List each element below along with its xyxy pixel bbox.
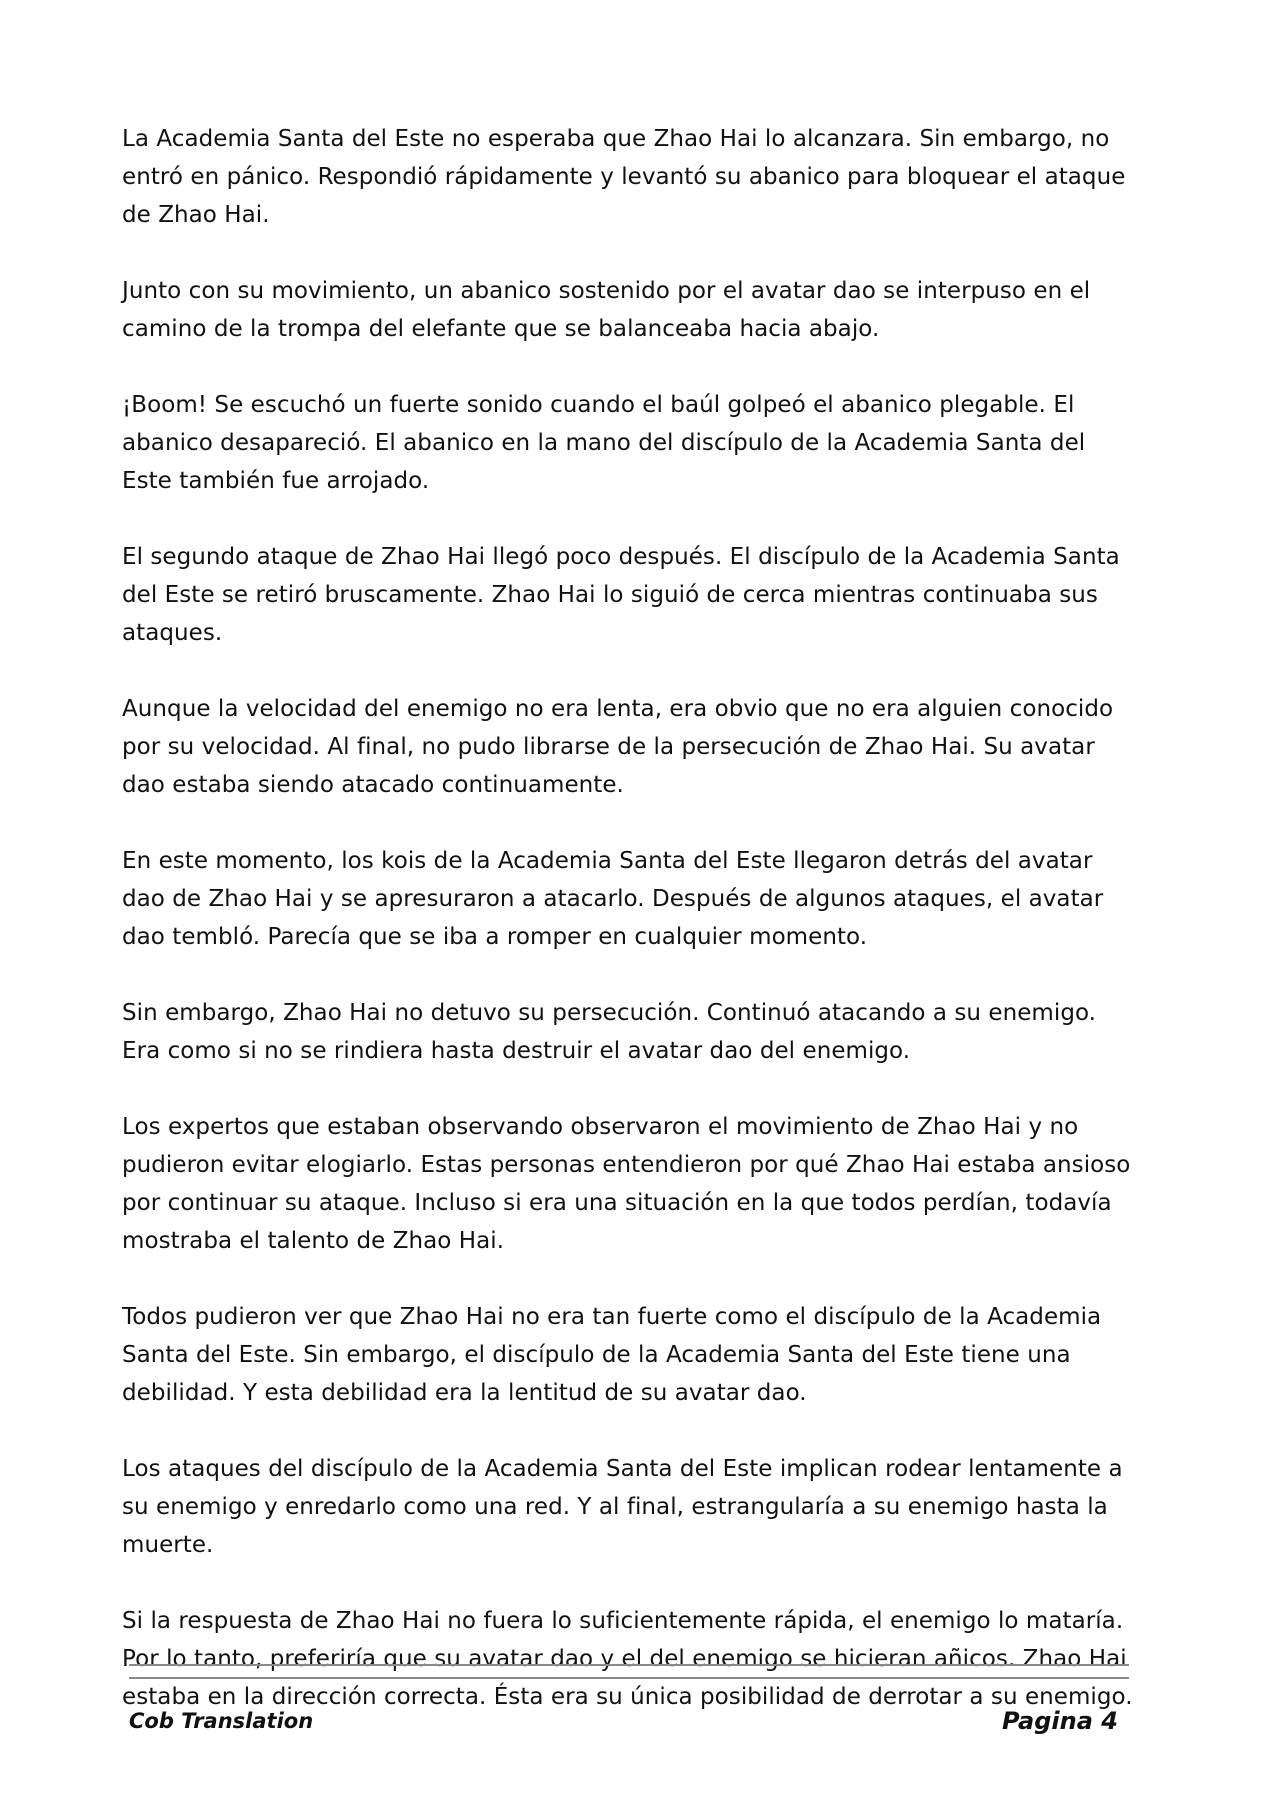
footer-divider-top [129, 1664, 1129, 1666]
paragraph-6: En este momento, los kois de la Academia Santa del Este llegaron detrás del avatar dao de Zhao Hai y se apresuraron a atacarlo. Después de algunos ataques, el avatar dao tembló. Parecía que se iba a romper en cualquier momento. [122, 848, 1104, 950]
paragraph-2: Junto con su movimiento, un abanico sostenido por el avatar dao se interpuso en el camino de la trompa del elefante que se balanceaba hacia abajo. [122, 278, 1091, 342]
paragraph-10: Los ataques del discípulo de la Academia Santa del Este implican rodear lentamente a su enemigo y enredarlo como una red. Y al final, estrangularía a su enemigo hasta la muerte. [122, 1456, 1123, 1558]
paragraph-8: Los expertos que estaban observando observaron el movimiento de Zhao Hai y no pudieron evitar elogiarlo. Estas personas entendieron por qué Zhao Hai estaba ansioso por continuar su ataque. Incluso si era una situación en la que todos perdían, todavía mostraba el talento de Zhao Hai. [122, 1114, 1131, 1254]
footer-translator-credit: Cob Translation [129, 1709, 314, 1733]
footer-divider-bottom [129, 1677, 1129, 1679]
paragraph-5: Aunque la velocidad del enemigo no era lenta, era obvio que no era alguien conocido por su velocidad. Al final, no pudo librarse de la persecución de Zhao Hai. Su avatar dao estaba siendo atacado continuamente. [122, 696, 1114, 798]
paragraph-4: El segundo ataque de Zhao Hai llegó poco después. El discípulo de la Academia Santa del Este se retiró bruscamente. Zhao Hai lo siguió de cerca mientras continuaba sus ataques. [122, 544, 1120, 646]
document-body [122, 120, 1134, 1754]
paragraph-1: La Academia Santa del Este no esperaba que Zhao Hai lo alcanzara. Sin embargo, no entró en pánico. Respondió rápidamente y levantó su abanico para bloquear el ataque de Zhao Hai. [122, 126, 1126, 228]
paragraph-11: Si la respuesta de Zhao Hai no fuera lo suficientemente rápida, el enemigo lo mataría. Por lo tanto, preferiría que su avatar dao y el del enemigo se hicieran añicos. Zhao Hai estaba en la dirección correcta. Ésta era su única posibilidad de derrotar a su enemigo. [122, 1608, 1133, 1710]
paragraph-3: ¡Boom! Se escuchó un fuerte sonido cuando el baúl golpeó el abanico plegable. El abanico desapareció. El abanico en la mano del discípulo de la Academia Santa del Este también fue arrojado. [122, 392, 1086, 494]
paragraph-9: Todos pudieron ver que Zhao Hai no era tan fuerte como el discípulo de la Academia Santa del Este. Sin embargo, el discípulo de la Academia Santa del Este tiene una debilidad. Y esta debilidad era la lentitud de su avatar dao. [122, 1304, 1102, 1406]
paragraph-7: Sin embargo, Zhao Hai no detuvo su persecución. Continuó atacando a su enemigo. Era como si no se rindiera hasta destruir el avatar dao del enemigo. [122, 1000, 1097, 1064]
footer-page-number: Pagina 4 [1002, 1707, 1118, 1735]
